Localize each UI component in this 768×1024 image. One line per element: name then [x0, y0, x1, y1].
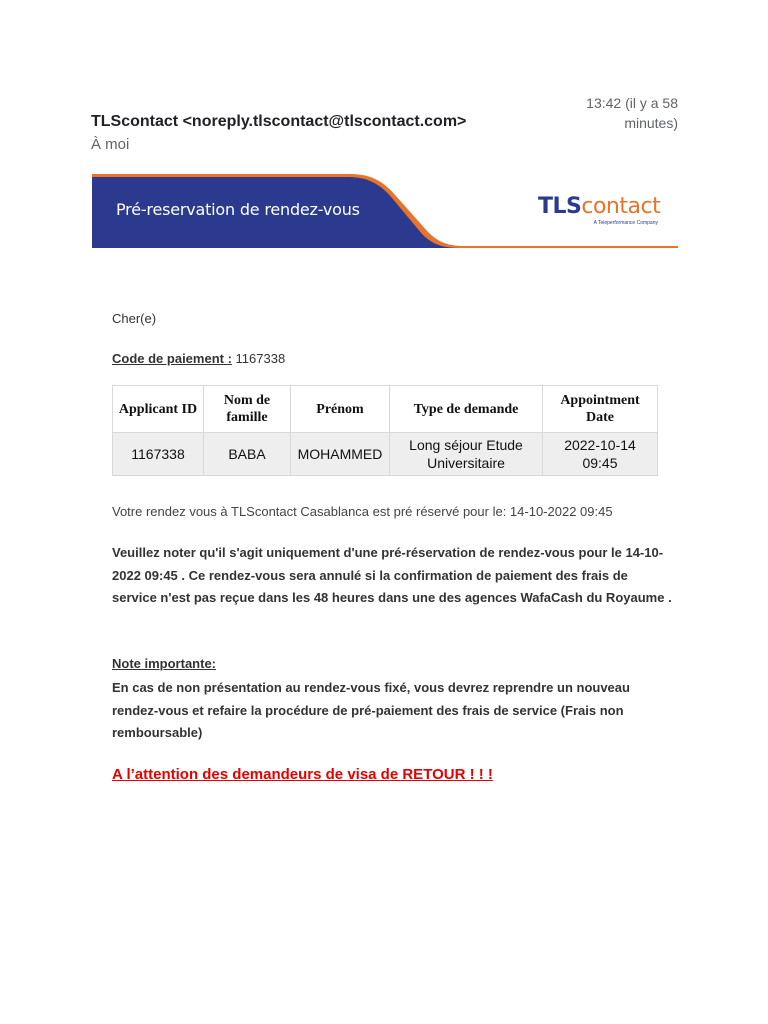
attention-link[interactable]: A l’attention des demandeurs de visa de RETOUR ! ! ! [112, 766, 493, 783]
sender-name[interactable]: TLScontact [91, 113, 179, 130]
header-type: Type de demande [390, 386, 543, 433]
cell-prenom: MOHAMMED [291, 433, 390, 476]
greeting: Cher(e) [112, 311, 157, 326]
header-appointment-date: Appointment Date [543, 386, 658, 433]
payment-code-value: 1167338 [235, 351, 286, 366]
table-header-row [113, 386, 658, 433]
header-prenom: Prénom [291, 386, 390, 433]
recipient-label[interactable]: À moi [91, 136, 130, 153]
appointment-table [112, 385, 658, 476]
email-timestamp: 13:42 (il y a 58 minutes) [586, 95, 678, 131]
cell-applicant-id: 1167338 [113, 433, 204, 476]
email-banner [92, 174, 678, 248]
banner-title: Pré-reservation de rendez-vous [116, 200, 360, 219]
header-nom: Nom de famille [204, 386, 291, 433]
payment-code [112, 351, 285, 366]
reservation-text: Votre rendez vous à TLScontact Casablanca est pré réservé pour le: 14-10-2022 09:45 [112, 504, 613, 519]
header-applicant-id: Applicant ID [113, 386, 204, 433]
note-title: Note importante: [112, 656, 216, 671]
cell-nom: BABA [204, 433, 291, 476]
payment-code-label: Code de paiement : [112, 351, 232, 366]
cell-appointment-date: 2022-10-14 09:45 [543, 433, 658, 476]
table-row [113, 433, 658, 476]
tlscontact-logo: TLScontact A Teleperformance Company [538, 194, 661, 226]
cell-type: Long séjour Etude Universitaire [390, 433, 543, 476]
sender-email[interactable]: <noreply.tlscontact@tlscontact.com> [182, 113, 467, 130]
warning-text: Veuillez noter qu'il s'agit uniquement d'une pré-réservation de rendez-vous pour le 14-10-2022 09:45 . Ce rendez-vous sera annulé si la confirmation de paiement des frais de service n'est pas reçue dans les 48 heures dans une des agences WafaCash du Royaume . [112, 545, 672, 605]
sender-line [91, 113, 466, 131]
note-text: En cas de non présentation au rendez-vous fixé, vous devrez reprendre un nouveau rendez-vous et refaire la procédure de pré-paiement des frais de service (Frais non remboursable) [112, 680, 630, 740]
